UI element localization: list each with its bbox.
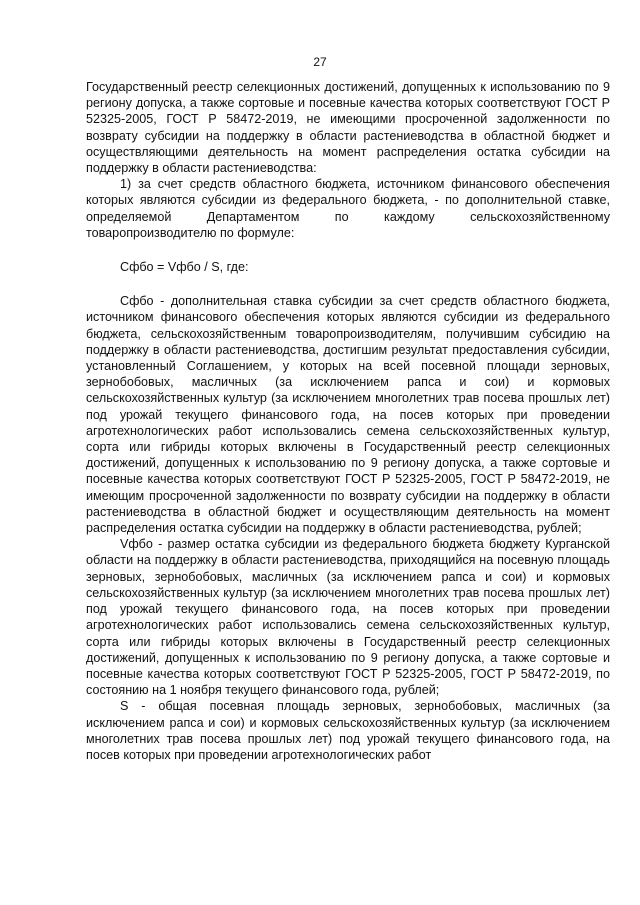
- paragraph-formula: Сфбо = Vфбо / S, где:: [120, 260, 249, 275]
- paragraph-definition-vfbo: Vфбо - размер остатка субсидии из федерального бюджета бюджету Курганской области на поддержку в области растениеводства, приходящийся на посевную площадь зерновых, зернобобовых, масличных (за исключением рапса и сои) и кормовых сельскохозяйственных культур (за исключением многолетних трав посева прошлых лет) под урожай текущего финансового года, на посев которых при проведении агротехнологических работ использовались семена сельскохозяйственных культур, сорта или гибриды которых включены в Государственный реестр селекционных достижений, допущенных к использованию по 9 региону допуска, а также сортовые и посевные качества которых соответствуют ГОСТ Р 52325-2005, ГОСТ Р 58472-2019, по состоянию на 1 ноября текущего финансового года, рублей;: [86, 537, 610, 698]
- paragraph-definition-s: S - общая посевная площадь зерновых, зернобобовых, масличных (за исключением рапса и сои) и кормовых сельскохозяйственных культур (за исключением многолетних трав посева прошлых лет) под урожай текущего финансового года, на посев которых при проведении агротехнологических работ: [86, 699, 610, 762]
- document-body: [86, 79, 610, 763]
- paragraph-definition-sfbo: Сфбо - дополнительная ставка субсидии за счет средств областного бюджета, источником финансового обеспечения которых являются субсидии из федерального бюджета, сельскохозяйственным товаропроизводителям, получившим субсидию на поддержку в области растениеводства, достигшим результат предоставления субсидии, установленный Соглашением, у которых на всей посевной площади зерновых, зернобобовых, масличных (за исключением рапса и сои) и кормовых сельскохозяйственных культур (за исключением многолетних трав посева прошлых лет) под урожай текущего финансового года, на посев которых при проведении агротехнологических работ использовались семена сельскохозяйственных культур, сорта или гибриды которых включены в Государственный реестр селекционных достижений, допущенных к использованию по 9 региону допуска, а также сортовые и посевные качества которых соответствуют ГОСТ Р 52325-2005, ГОСТ Р 58472-2019, не имеющим просроченной задолженности по возврату субсидии на поддержку в области растениеводства в областной бюджет и осуществляющим деятельность на момент распределения остатка субсидии на поддержку в области растениеводства, рублей;: [86, 294, 610, 536]
- paragraph-item-1: 1) за счет средств областного бюджета, источником финансового обеспечения которых являются субсидии из федерального бюджета, - по дополнительной ставке, определяемой Департаментом по каждому сельскохозяйственному товаропроизводителю по формуле:: [86, 177, 610, 240]
- paragraph-continuation: Государственный реестр селекционных достижений, допущенных к использованию по 9 региону допуска, а также сортовые и посевные качества которых соответствуют ГОСТ Р 52325-2005, ГОСТ Р 58472-2019, не имеющими просроченной задолженности по возврату субсидии на поддержку в области растениеводства в областной бюджет и осуществляющими деятельность на момент распределения остатка субсидии на поддержку в области растениеводства:: [86, 80, 610, 176]
- page-number: 27: [313, 55, 327, 69]
